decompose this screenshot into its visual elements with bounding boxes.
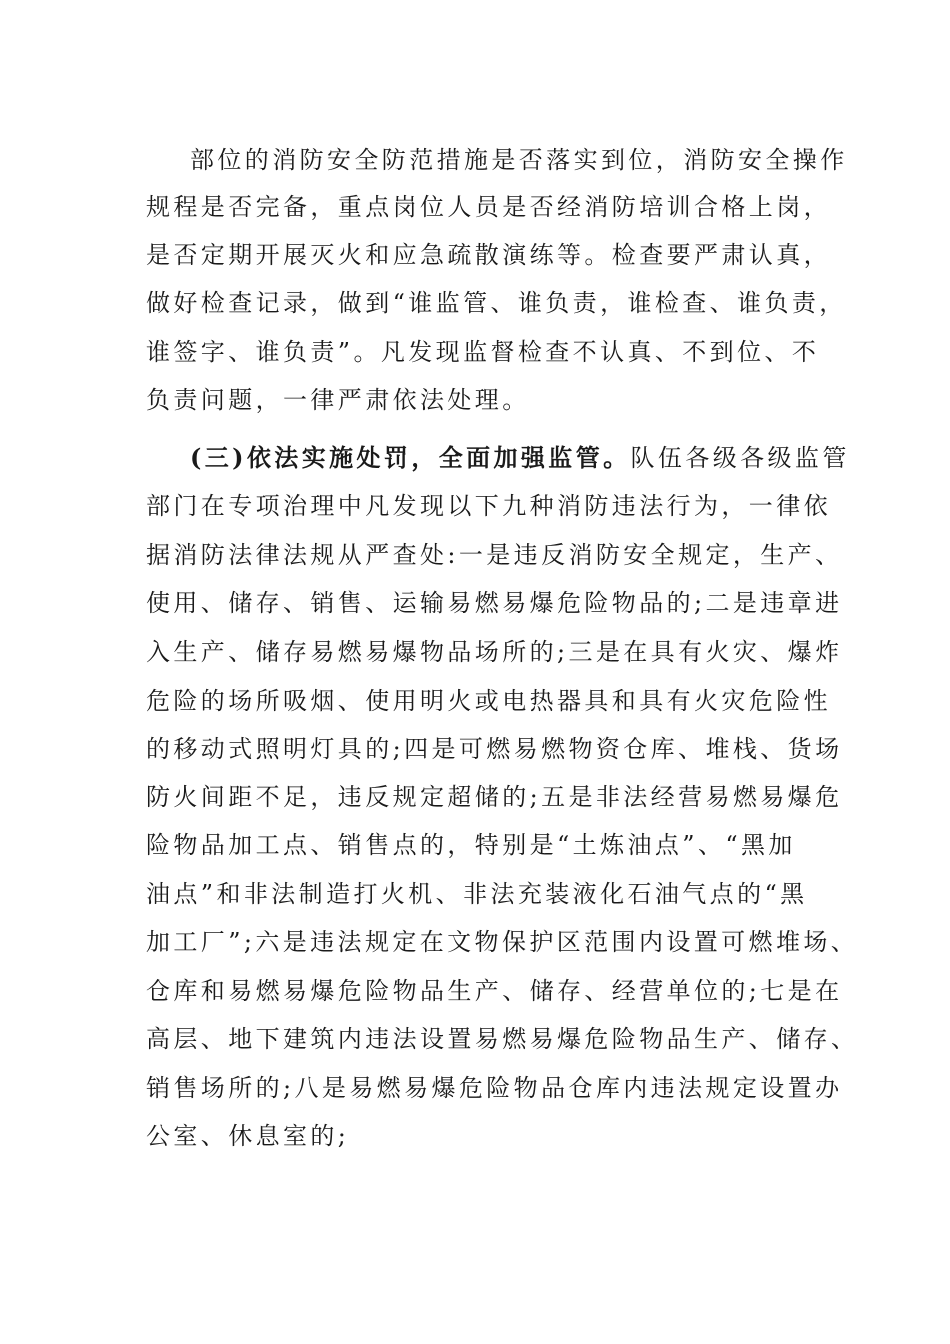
paragraph-line: 规程是否完备，重点岗位人员是否经消防培训合格上岗， <box>146 193 831 221</box>
paragraph-line: 是否定期开展灭火和应急疏散演练等。检查要严肃认真， <box>146 241 831 269</box>
paragraph-line: 做好检查记录，做到“谁监管、谁负责，谁检查、谁负责， <box>146 289 847 317</box>
paragraph-line: 危险的场所吸烟、使用明火或电热器具和具有火灾危险性 <box>146 687 831 715</box>
paragraph-line: 谁签字、谁负责”。凡发现监督检查不认真、不到位、不 <box>146 338 820 366</box>
paragraph-text: 队伍各级各级监管 <box>630 444 850 472</box>
paragraph-line: 的移动式照明灯具的;四是可燃易燃物资仓库、堆栈、货场 <box>146 735 843 763</box>
paragraph-line: 防火间距不足，违反规定超储的;五是非法经营易燃易爆危 <box>146 783 843 811</box>
paragraph-line: 险物品加工点、销售点的，特别是“土炼油点”、“黑加 <box>146 831 796 859</box>
paragraph-line: 仓库和易燃易爆危险物品生产、储存、经营单位的;七是在 <box>146 977 843 1005</box>
paragraph-line: 高层、地下建筑内违法设置易燃易爆危险物品生产、储存、 <box>146 1025 859 1053</box>
paragraph-line: 销售场所的;八是易燃易爆危险物品仓库内违法规定设置办 <box>146 1074 843 1102</box>
paragraph-line: 油点”和非法制造打火机、非法充装液化石油气点的“黑 <box>146 880 808 908</box>
section-heading: (三)依法实施处罚，全面加强监管。 <box>190 443 631 472</box>
paragraph-line: 据消防法律法规从严查处:一是违反消防安全规定，生产、 <box>146 541 843 569</box>
paragraph-line: 公室、休息室的; <box>146 1122 350 1150</box>
paragraph-first-line <box>190 443 850 473</box>
paragraph-line: 部位的消防安全防范措施是否落实到位，消防安全操作 <box>190 146 848 174</box>
paragraph-line: 使用、储存、销售、运输易燃易爆危险物品的;二是违章进 <box>146 589 843 617</box>
paragraph-line: 部门在专项治理中凡发现以下九种消防违法行为，一律依 <box>146 492 831 520</box>
paragraph-line: 加工厂”;六是违法规定在文物保护区范围内设置可燃堆场、 <box>146 928 859 956</box>
paragraph-line: 负责问题，一律严肃依法处理。 <box>146 386 530 414</box>
paragraph-line: 入生产、储存易燃易爆物品场所的;三是在具有火灾、爆炸 <box>146 638 843 666</box>
